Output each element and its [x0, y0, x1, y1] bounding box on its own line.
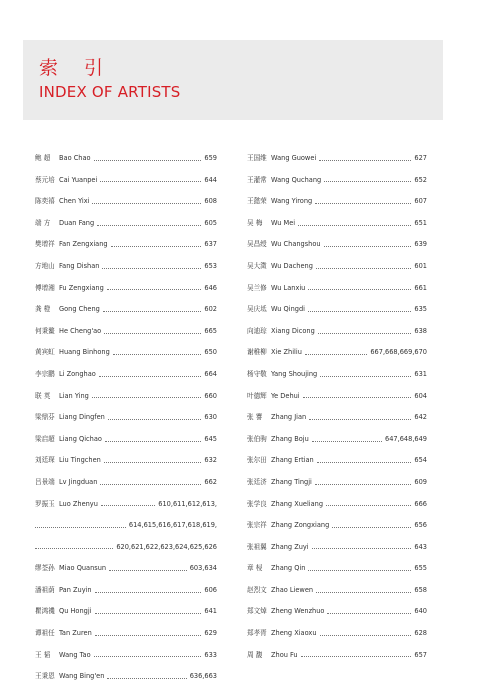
artist-name-chinese: 李宗鹏	[35, 369, 55, 378]
artist-name-english: Wu Dacheng	[271, 261, 313, 270]
page-numbers: 638	[414, 326, 427, 335]
leader-dots	[104, 332, 201, 334]
index-entry	[35, 386, 217, 408]
page-numbers: 658	[414, 585, 427, 594]
leader-dots	[100, 483, 201, 485]
leader-dots	[103, 310, 202, 312]
leader-dots	[308, 288, 411, 290]
index-entry	[35, 666, 217, 688]
artist-name-chinese: 潘祖荫	[35, 585, 55, 594]
artist-name-english: Liang Dingfen	[59, 413, 105, 422]
artist-name-chinese: 张廷济	[247, 477, 267, 486]
artist-name-english: Xie Zhiliu	[271, 348, 302, 357]
index-entry	[35, 342, 217, 364]
artist-name-chinese: 王懿荣	[247, 197, 267, 206]
leader-dots	[308, 569, 411, 571]
index-header	[23, 40, 443, 120]
page-numbers: 636,663	[189, 672, 217, 681]
page-numbers: 655	[414, 564, 427, 573]
artist-name-english: Zhang Boju	[271, 434, 309, 443]
page-numbers: 660	[204, 391, 217, 400]
leader-dots	[107, 677, 186, 679]
page-numbers: 608	[204, 197, 217, 206]
leader-dots	[320, 634, 412, 636]
artist-name-english: Zhang Zuyi	[271, 542, 309, 551]
page-numbers: 620,621,622,623,624,625,626	[116, 542, 217, 551]
artist-name-english: Luo Zhenyu	[59, 499, 98, 508]
index-entry	[35, 148, 217, 170]
artist-name-english: Fang Dishan	[59, 261, 100, 270]
artist-name-english: Wu Mei	[271, 218, 296, 227]
leader-dots	[113, 353, 202, 355]
page-title-english: INDEX OF ARTISTS	[39, 83, 181, 101]
index-entry	[35, 537, 217, 559]
artist-name-english: Duan Fang	[59, 218, 95, 227]
page-numbers: 631	[414, 369, 427, 378]
artist-name-chinese: 王灌常	[247, 175, 267, 184]
artist-name-english: Fu Zengxiang	[59, 283, 104, 292]
index-entry	[247, 558, 427, 580]
index-entry	[35, 515, 217, 537]
artist-name-chinese: 吴昌绶	[247, 240, 267, 249]
index-column-right	[247, 148, 427, 666]
artist-name-chinese: 张宗祥	[247, 521, 267, 530]
leader-dots	[95, 591, 202, 593]
artist-name-chinese: 张伯驹	[247, 434, 267, 443]
artist-name-english: Liang Qichao	[59, 434, 102, 443]
page-numbers: 609	[414, 477, 427, 486]
index-entry	[35, 364, 217, 386]
index-entry	[35, 601, 217, 623]
page-numbers: 650	[204, 348, 217, 357]
artist-name-chinese: 张尔田	[247, 456, 267, 465]
artist-name-chinese: 瞿鸿禨	[35, 607, 55, 616]
artist-name-chinese: 蔡元培	[35, 175, 55, 184]
leader-dots	[316, 267, 412, 269]
artist-name-english: Wu Lanxiu	[271, 283, 306, 292]
leader-dots	[97, 224, 201, 226]
artist-name-english: Lv Jingduan	[59, 477, 98, 486]
leader-dots	[316, 591, 411, 593]
leader-dots	[324, 180, 411, 182]
leader-dots	[320, 375, 411, 377]
artist-name-english: Wang Guowei	[271, 154, 317, 162]
artist-name-chinese: 吴兰修	[247, 283, 267, 292]
page-numbers: 629	[204, 629, 217, 638]
artist-name-english: Huang Binhong	[59, 348, 110, 357]
page-numbers: 647,648,649	[385, 434, 427, 443]
index-entry	[247, 256, 427, 278]
artist-name-chinese: 黄宾虹	[35, 348, 55, 357]
index-entry	[35, 450, 217, 472]
page-numbers: 643	[414, 542, 427, 551]
index-entry	[35, 170, 217, 192]
index-entry	[247, 623, 427, 645]
artist-name-chinese: 鲍 超	[35, 154, 51, 162]
artist-name-chinese: 叶德辉	[247, 391, 267, 400]
index-entry	[35, 429, 217, 451]
leader-dots	[324, 245, 412, 247]
artist-name-english: Qu Hongji	[59, 607, 92, 616]
artist-name-chinese: 方地山	[35, 261, 55, 270]
page-numbers: 667,668,669,670	[370, 348, 427, 357]
leader-dots	[317, 461, 412, 463]
index-entry	[247, 429, 427, 451]
page-numbers: 628	[414, 629, 427, 638]
page-numbers: 637	[204, 240, 217, 249]
index-entry	[35, 472, 217, 494]
page-numbers: 605	[204, 218, 217, 227]
artist-name-chinese: 杨守敬	[247, 369, 267, 378]
leader-dots	[94, 655, 202, 657]
artist-name-english: Zhang Xueliang	[271, 499, 324, 508]
index-entry	[247, 170, 427, 192]
page-numbers: 666	[414, 499, 427, 508]
artist-name-english: Bao Chao	[59, 154, 91, 162]
page-numbers: 662	[204, 477, 217, 486]
artist-name-chinese: 谢稚柳	[247, 348, 267, 357]
artist-name-english: Zheng Xiaoxu	[271, 629, 317, 638]
leader-dots	[92, 202, 201, 204]
artist-name-english: Chen Yixi	[59, 197, 90, 206]
leader-dots	[95, 634, 202, 636]
page-numbers: 652	[414, 175, 427, 184]
artist-name-chinese: 谭祖任	[35, 629, 55, 638]
page-numbers: 603,634	[189, 564, 217, 573]
index-entry	[247, 537, 427, 559]
page-numbers: 639	[414, 240, 427, 249]
index-entry	[35, 623, 217, 645]
index-entry	[35, 580, 217, 602]
index-entry	[247, 407, 427, 429]
index-entry	[35, 234, 217, 256]
page-numbers: 654	[414, 456, 427, 465]
artist-name-english: Zhang Jian	[271, 413, 307, 422]
artist-name-english: Yang Shoujing	[271, 369, 318, 378]
artist-name-chinese: 刘廷琛	[35, 456, 55, 465]
leader-dots	[94, 159, 202, 161]
page-numbers: 607	[414, 197, 427, 206]
leader-dots	[101, 504, 155, 506]
leader-dots	[312, 440, 382, 442]
artist-name-chinese: 王 韬	[35, 650, 51, 659]
artist-name-english: Wang Yirong	[271, 197, 313, 206]
page-numbers: 644	[204, 175, 217, 184]
artist-name-chinese: 王国维	[247, 154, 267, 162]
artist-name-chinese: 王秉恩	[35, 672, 55, 681]
leader-dots	[332, 526, 411, 528]
artist-name-chinese: 罗振玉	[35, 499, 55, 508]
index-entry	[247, 472, 427, 494]
leader-dots	[315, 202, 411, 204]
leader-dots	[92, 396, 202, 398]
index-entry	[35, 256, 217, 278]
index-entry	[35, 645, 217, 667]
index-entry	[247, 364, 427, 386]
page-numbers: 630	[204, 413, 217, 422]
leader-dots	[107, 288, 202, 290]
page-numbers: 601	[414, 261, 427, 270]
page-numbers: 661	[414, 283, 427, 292]
leader-dots	[315, 483, 412, 485]
leader-dots	[35, 547, 113, 549]
artist-name-chinese: 傅增湘	[35, 283, 55, 292]
artist-name-english: Zhou Fu	[271, 650, 298, 659]
page-numbers: 646	[204, 283, 217, 292]
leader-dots	[305, 353, 367, 355]
index-entry	[35, 299, 217, 321]
leader-dots	[109, 569, 187, 571]
leader-dots	[312, 547, 412, 549]
leader-dots	[108, 418, 202, 420]
leader-dots	[100, 180, 201, 182]
page-numbers: 614,615,616,617,618,619,	[128, 521, 217, 530]
artist-name-english: Fan Zengxiang	[59, 240, 108, 249]
index-entry	[35, 407, 217, 429]
index-entry	[35, 278, 217, 300]
leader-dots	[111, 245, 202, 247]
artist-name-english: Xiang Dicong	[271, 326, 315, 335]
artist-name-english: Zhang Ertian	[271, 456, 314, 465]
artist-name-chinese: 张祖翼	[247, 542, 267, 551]
index-entry	[35, 191, 217, 213]
page-numbers: 610,611,612,613,	[158, 499, 217, 508]
index-entry	[35, 213, 217, 235]
leader-dots	[327, 612, 411, 614]
page-title-chinese: 索 引	[39, 57, 114, 79]
artist-name-chinese: 樊增祥	[35, 240, 55, 249]
artist-name-english: Zhang Qin	[271, 564, 306, 573]
artist-name-english: Zhang Tingji	[271, 477, 312, 486]
artist-name-english: Zhang Zongxiang	[271, 521, 330, 530]
page-numbers: 659	[204, 154, 217, 162]
leader-dots	[95, 612, 202, 614]
leader-dots	[105, 440, 201, 442]
artist-name-english: Liu Tingchen	[59, 456, 101, 465]
page-numbers: 665	[204, 326, 217, 335]
artist-name-chinese: 郑孝胥	[247, 629, 267, 638]
artist-name-chinese: 郑文焯	[247, 607, 267, 616]
index-entry	[247, 321, 427, 343]
leader-dots	[99, 375, 202, 377]
artist-name-chinese: 周 馥	[247, 650, 263, 659]
leader-dots	[318, 332, 412, 334]
index-entry	[35, 321, 217, 343]
index-entry	[247, 515, 427, 537]
leader-dots	[104, 461, 202, 463]
page-numbers: 633	[204, 650, 217, 659]
artist-name-english: Tan Zuren	[59, 629, 92, 638]
page-numbers: 641	[204, 607, 217, 616]
artist-name-chinese: 吕景端	[35, 477, 55, 486]
artist-name-chinese: 赵烈文	[247, 585, 267, 594]
artist-name-english: Wu Changshou	[271, 240, 321, 249]
index-entry	[247, 148, 427, 170]
artist-name-english: Zhao Liewen	[271, 585, 314, 594]
leader-dots	[309, 418, 411, 420]
page-numbers: 632	[204, 456, 217, 465]
page-numbers: 664	[204, 369, 217, 378]
artist-name-chinese: 吴大澂	[247, 261, 267, 270]
artist-name-chinese: 章 梫	[247, 564, 263, 573]
index-entry	[247, 450, 427, 472]
artist-name-english: Li Zonghao	[59, 369, 96, 378]
page-numbers: 606	[204, 585, 217, 594]
leader-dots	[319, 159, 411, 161]
index-entry	[247, 580, 427, 602]
artist-name-chinese: 陈奕禧	[35, 197, 55, 206]
artist-name-english: Wang Tao	[59, 650, 91, 659]
page-numbers: 604	[414, 391, 427, 400]
page-numbers: 653	[204, 261, 217, 270]
artist-name-english: Zheng Wenzhuo	[271, 607, 325, 616]
page-numbers: 627	[414, 154, 427, 162]
artist-name-english: Lian Ying	[59, 391, 89, 400]
artist-name-chinese: 端 方	[35, 218, 51, 227]
leader-dots	[308, 310, 411, 312]
artist-name-english: Miao Quansun	[59, 564, 107, 573]
index-entry	[247, 494, 427, 516]
index-entry	[247, 386, 427, 408]
page-numbers: 602	[204, 305, 217, 314]
page-numbers: 645	[204, 434, 217, 443]
artist-name-english: Wu Qingdi	[271, 305, 305, 314]
page-numbers: 635	[414, 305, 427, 314]
leader-dots	[301, 655, 412, 657]
artist-name-chinese: 联 英	[35, 391, 51, 400]
page-numbers: 656	[414, 521, 427, 530]
artist-name-chinese: 吴庆坻	[247, 305, 267, 314]
index-entry	[247, 645, 427, 667]
artist-name-english: Wang Quchang	[271, 175, 322, 184]
leader-dots	[102, 267, 201, 269]
index-entry	[247, 278, 427, 300]
artist-name-chinese: 龚 橙	[35, 305, 51, 314]
artist-name-chinese: 梁启超	[35, 434, 55, 443]
page-numbers: 651	[414, 218, 427, 227]
artist-name-english: He Cheng'ao	[59, 326, 102, 335]
page-numbers: 640	[414, 607, 427, 616]
artist-name-english: Gong Cheng	[59, 305, 100, 314]
page-numbers: 642	[414, 413, 427, 422]
index-entry	[247, 342, 427, 364]
artist-name-english: Ye Dehui	[271, 391, 300, 400]
artist-name-chinese: 梁鼎芬	[35, 413, 55, 422]
leader-dots	[326, 504, 411, 506]
artist-name-chinese: 张学良	[247, 499, 267, 508]
artist-name-english: Cai Yuanpei	[59, 175, 98, 184]
page-numbers: 657	[414, 650, 427, 659]
index-entry	[247, 299, 427, 321]
leader-dots	[298, 224, 411, 226]
artist-name-chinese: 吴 梅	[247, 218, 263, 227]
artist-name-english: Pan Zuyin	[59, 585, 92, 594]
artist-name-chinese: 缪荃孙	[35, 564, 55, 573]
artist-name-chinese: 张 謇	[247, 413, 263, 422]
artist-name-english: Wang Bing'en	[59, 672, 105, 681]
index-column-left	[35, 148, 217, 688]
index-entry	[247, 191, 427, 213]
index-entry	[35, 558, 217, 580]
artist-name-chinese: 何秉鳌	[35, 326, 55, 335]
index-entry	[247, 213, 427, 235]
index-entry	[247, 234, 427, 256]
leader-dots	[35, 526, 126, 528]
leader-dots	[303, 396, 412, 398]
artist-name-chinese: 向迪琮	[247, 326, 267, 335]
index-entry	[35, 494, 217, 516]
index-entry	[247, 601, 427, 623]
